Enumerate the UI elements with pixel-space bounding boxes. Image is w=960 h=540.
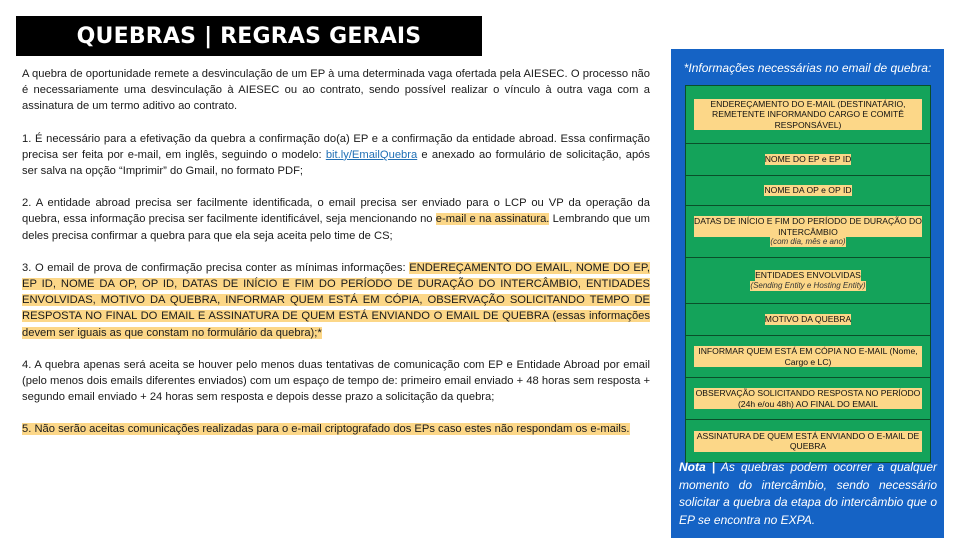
info-box-op: [686, 176, 930, 206]
info-box-label: OBSERVAÇÃO SOLICITANDO RESPOSTA NO PERÍODO (24h e/ou 48h) AO FINAL DO EMAIL: [695, 388, 921, 409]
rule-3-text: 3. O email de prova de confirmação precisa conter as mínimas informações:: [22, 261, 410, 274]
page-title: QUEBRAS | REGRAS GERAIS: [16, 16, 482, 56]
info-box-dates: [686, 206, 930, 258]
info-box-sub: (Sending Entity e Hosting Entity): [750, 280, 866, 290]
rules-text: [22, 66, 650, 454]
info-box-reason: [686, 304, 930, 336]
intro-paragraph: A quebra de oportunidade remete a desvinculação de um EP à uma determinada vaga ofertada pela AIESEC. O processo não é necessariamente uma desvinculação à AIESEC ou ao contrato, sendo possível realizar o vínculo à outra vaga com a assinatura de um termo aditivo ao contrato.: [22, 68, 650, 113]
info-box-label: NOME DA OP e OP ID: [764, 185, 852, 196]
info-box-label: NOME DO EP e EP ID: [764, 154, 852, 165]
panel-note: [679, 459, 937, 529]
rule-5-highlight: 5. Não serão aceitas comunicações realizadas para o e-mail criptografado dos EPs caso estes não respondam os e-mails.: [22, 423, 630, 436]
required-info-list: [685, 85, 931, 463]
info-box-signature: [686, 420, 930, 462]
info-box-ep: [686, 144, 930, 176]
info-box-label: MOTIVO DA QUEBRA: [764, 314, 852, 325]
rule-1-text-end: e anexado ao formulário de solicitação, após ser salva na opção “Imprimir” do Gmail, no formato PDF;: [22, 148, 650, 178]
rule-3-highlight: ENDEREÇAMENTO DO EMAIL, NOME DO EP, EP ID, NOME DA OP, OP ID, DATAS DE INÍCIO E FIM DO PERÍODO DE DURAÇÃO DO INTERCÂMBIO, ENTIDADES ENVOLVIDAS, MOTIVO DA QUEBRA, INFORMAR QUEM ESTÁ EM CÓPIA, OBSERVAÇÃO SOLICITANDO TEMPO DE RESPOSTA NO FINAL DO EMAIL E ASSINATURA DE QUEM ESTÁ ENVIANDO O EMAIL DE QUEBRA (essas informações devem ser iguais as que constam no formulário da quebra);*: [22, 261, 650, 339]
rule-1-text: 1. É necessário para a efetivação da quebra a confirmação do(a) EP e a confirmação da entidade abroad. Essa confirmação precisa ser feita por e-mail, em inglês, seguindo o modelo:: [22, 132, 650, 161]
rule-2: [22, 195, 650, 244]
rule-4: 4. A quebra apenas será aceita se houver pelo menos duas tentativas de comunicação com EP e Entidade Abroad por email (pelo menos dois emails diferentes enviados) com um espaço de tempo de: primeiro email enviado + 48 horas sem resposta + segundo email enviado + 24 horas sem resposta e depois desse prazo a solicitação da quebra;: [22, 358, 650, 404]
rule-2-highlight: e-mail e na assinatura.: [435, 213, 550, 226]
panel-title: *Informações necessárias no email de quebra:: [683, 61, 932, 75]
info-box-sub: (com dia, mês e ano): [770, 237, 846, 246]
info-box-observation: [686, 378, 930, 420]
note-text: As quebras podem ocorrer a qualquer momento do intercâmbio, sendo necessário solicitar a quebra da etapa do intercâmbio que o EP se encontra no EXPA.: [679, 460, 938, 527]
rule-2-text: 2. A entidade abroad precisa ser facilmente identificada, o email precisa ser enviado para o LCP ou VP da operação da quebra, essa informação precisa ser facilmente identificável, seja mencionando no: [22, 197, 650, 226]
info-box-label: ENTIDADES ENVOLVIDAS: [755, 270, 861, 281]
info-box-addressing: [686, 86, 930, 144]
info-box-label: INFORMAR QUEM ESTÁ EM CÓPIA NO E-MAIL (Nome, Cargo e LC): [694, 346, 922, 367]
info-box-label: ENDEREÇAMENTO DO E-MAIL (DESTINATÁRIO, REMETENTE INFORMANDO CARGO E COMITÊ RESPONSÁVEL): [694, 99, 922, 131]
rule-1: [22, 131, 650, 180]
rule-5: [22, 421, 650, 437]
info-panel: [671, 49, 944, 538]
info-box-cc: [686, 336, 930, 378]
note-label: Nota |: [679, 460, 716, 474]
info-box-label: DATAS DE INÍCIO E FIM DO PERÍODO DE DURAÇÃO DO INTERCÂMBIO: [694, 216, 922, 237]
info-box-entities: [686, 258, 930, 304]
rule-3: [22, 260, 650, 341]
rule-2-text-end: Lembrando que um deles precisa confirmar a quebra para que ela seja aceita pelo time de CS;: [22, 213, 650, 242]
email-model-link[interactable]: bit.ly/EmailQuebra: [325, 148, 418, 161]
info-box-label: ASSINATURA DE QUEM ESTÁ ENVIANDO O E-MAIL DE QUEBRA: [694, 431, 922, 452]
